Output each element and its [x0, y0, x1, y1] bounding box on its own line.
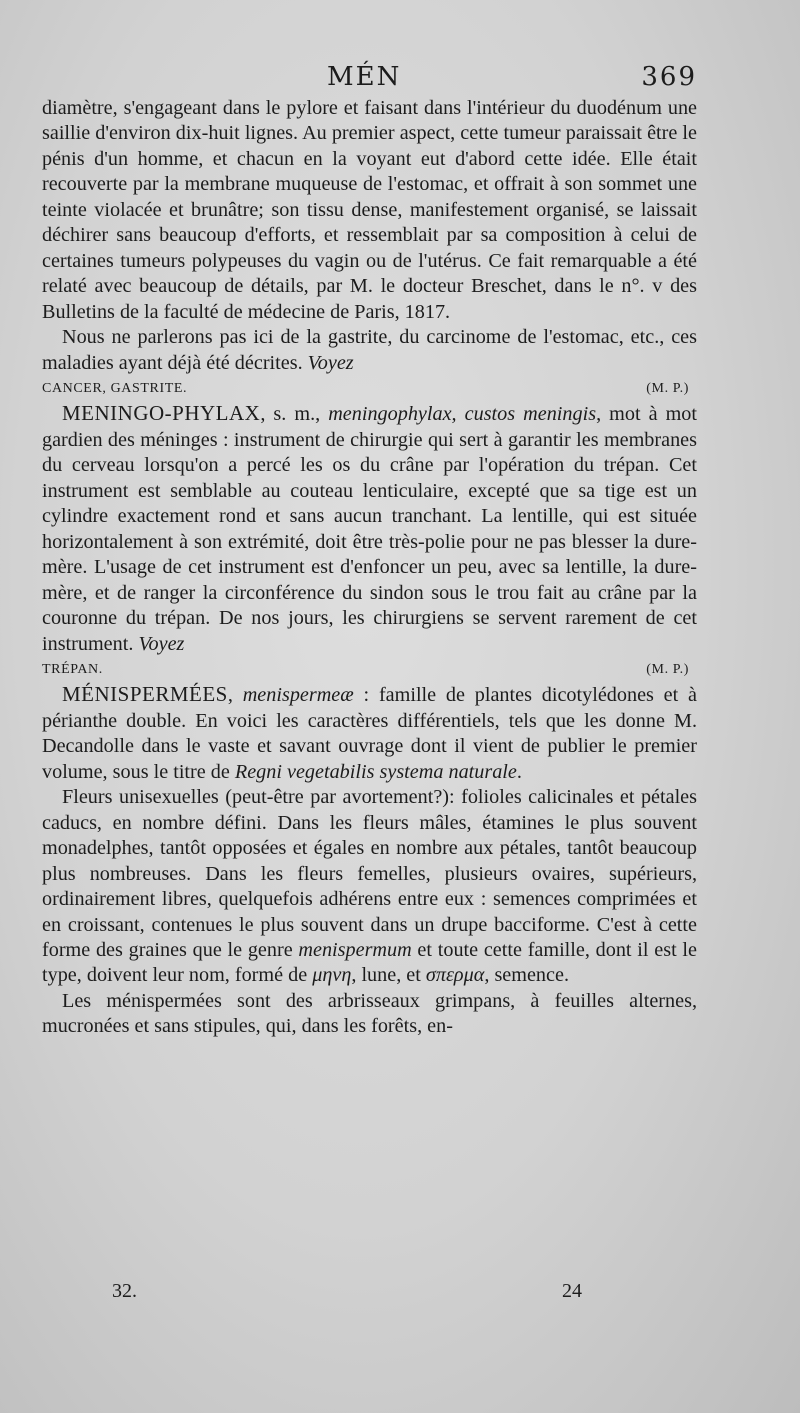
sheet-number: 24: [562, 1280, 582, 1302]
page-number: 369: [641, 62, 697, 92]
page-body: [42, 96, 697, 1040]
entry-latin: meningophylax, custos meningis: [328, 403, 597, 426]
author-signature: (M. P.): [646, 380, 689, 396]
paragraph-text: et toute cette famille, dont il est le type, doivent leur nom, formé de: [42, 938, 697, 987]
greek-word: σπερμα: [425, 964, 485, 987]
paragraph-text: Fleurs unisexuelles (peut-être par avortement?): folioles calicinales et pétales caducs, en nombre défini. Dans les fleurs mâles, étamines le plus souvent monadelphes, tantôt opposées et égales en nombre aux pétales, tantôt beaucoup plus nombreuses. Dans les fleurs femelles, plusieurs ovaires, supérieurs, ordinairement libres, quelquefois adhérens entre eux : semences comprimées et en croissant, contenues le plus souvent dans un drupe bacciforme. C'est à cette forme des graines que le genre: [42, 786, 697, 961]
cross-reference: [42, 376, 697, 401]
paragraph: [42, 325, 697, 376]
genus-name: menispermum: [298, 938, 412, 961]
author-signature: (M. P.): [646, 661, 689, 677]
entry-grammar: , s. m.,: [260, 403, 329, 426]
book-title: Regni vegetabilis systema naturale: [234, 760, 517, 783]
greek-word: μηνη: [312, 964, 352, 987]
entry-text: , mot à mot gardien des méninges : instrument de chirurgie qui sert à garantir les membranes du cerveau lorsqu'on a percé les os du crâne par l'opération du trépan. Cet instrument est semblable au couteau lenticulaire, excepté que sa tige est un cylindre exactement rond et sans aucun tranchant. La lentille, qui est située horizontalement à son extrémité, doit être très-polie pour ne pas blesser la dure-mère. L'usage de cet instrument est d'enfoncer un peu, avec sa lentille, la dure-mère, et de ranger la circonférence du sindon sous le trou fait au crâne par la couronne du trépan. De nos jours, les chirurgiens se servent rarement de cet instrument.: [42, 403, 698, 655]
voyez-label: Voyez: [138, 632, 185, 655]
entry-latin: menispermeæ: [242, 684, 354, 707]
running-header: [42, 62, 697, 96]
paragraph: Les ménispermées sont des arbrisseaux grimpans, à feuilles alternes, mucronées et sans stipules, qui, dans les forêts, en-: [42, 989, 697, 1038]
paragraph-text: , semence.: [484, 964, 569, 987]
reference-text: CANCER, GASTRITE.: [42, 380, 188, 396]
paragraph: [42, 785, 697, 989]
signature-mark: 32.: [112, 1280, 137, 1302]
running-title: MÉN: [327, 62, 402, 92]
dictionary-entry: [42, 401, 697, 657]
continued-paragraph: diamètre, s'engageant dans le pylore et faisant dans l'intérieur du duodénum une saillie d'environ dix-huit lignes. Au premier aspect, cette tumeur paraissait être le pénis d'un homme, et chacun en la voyant eut d'abord cette idée. Elle était recouverte par la membrane muqueuse de l'estomac, et offrait à son sommet une teinte violacée et brunâtre; son tissu dense, manifestement organisé, se laissait déchirer sans beaucoup d'efforts, et ressemblait par sa composition à celui de certaines tumeurs polypeuses du vagin ou de l'utérus. Ce fait remarquable a été relaté avec beaucoup de détails, par M. le docteur Breschet, dans le n°. v des Bulletins de la faculté de médecine de Paris, 1817.: [42, 97, 697, 323]
cross-reference: [42, 657, 697, 682]
paragraph-text: Nous ne parlerons pas ici de la gastrite, du carcinome de l'estomac, etc., ces maladies ayant déjà été décrites.: [42, 326, 697, 374]
dictionary-entry: [42, 682, 697, 785]
voyez-label: Voyez: [307, 351, 354, 374]
entry-grammar: ,: [227, 684, 243, 707]
paragraph-text: , lune, et: [351, 964, 426, 987]
entry-text: : famille de plantes dicotylédones et à périanthe double. En voici les caractères différentiels, tels que les donne M. Decandolle dans le vaste et savant ouvrage dont il vient de publier le premier volume, sous le titre de: [42, 684, 698, 783]
entry-punctuation: .: [516, 760, 522, 783]
reference-text: TRÉPAN.: [42, 661, 103, 677]
entry-headword: MENINGO-PHYLAX: [62, 401, 261, 426]
entry-headword: MÉNISPERMÉES: [62, 682, 228, 707]
